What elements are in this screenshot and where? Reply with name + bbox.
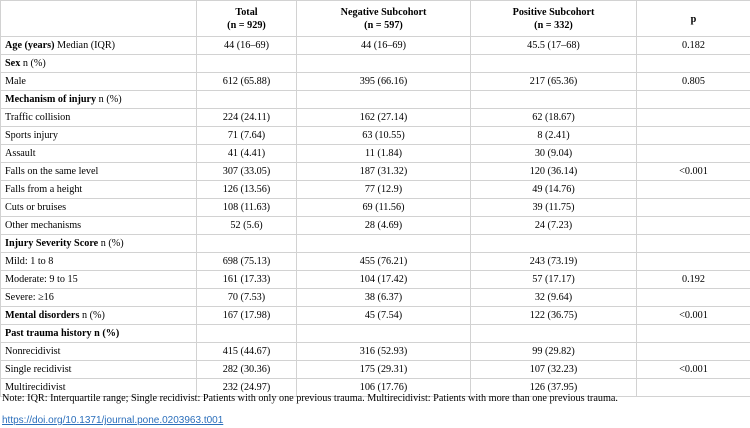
cell-p [637, 145, 750, 163]
row-label: Multirecidivist [1, 379, 197, 397]
cell-total: 282 (30.36) [197, 361, 297, 379]
table-row [1, 289, 750, 307]
cell-negative: 104 (17.42) [297, 271, 471, 289]
row-label: Assault [1, 145, 197, 163]
cell-negative: 106 (17.76) [297, 379, 471, 397]
cell-p [637, 199, 750, 217]
cell-negative: 44 (16–69) [297, 37, 471, 55]
header-positive [471, 1, 637, 37]
table-row [1, 145, 750, 163]
header-total [197, 1, 297, 37]
row-label-rest: n (%) [98, 238, 124, 249]
row-label: Cuts or bruises [1, 199, 197, 217]
cell-positive: 45.5 (17–68) [471, 37, 637, 55]
row-label [1, 235, 197, 253]
table-row [1, 37, 750, 55]
row-label: Other mechanisms [1, 217, 197, 235]
cell-total [197, 91, 297, 109]
row-label: Moderate: 9 to 15 [1, 271, 197, 289]
cell-p [637, 181, 750, 199]
cell-positive: 62 (18.67) [471, 109, 637, 127]
cell-p [637, 289, 750, 307]
cell-positive [471, 325, 637, 343]
table-row [1, 343, 750, 361]
cell-total: 698 (75.13) [197, 253, 297, 271]
cell-p [637, 235, 750, 253]
cell-p [637, 343, 750, 361]
row-label: Mild: 1 to 8 [1, 253, 197, 271]
row-label-rest: Median (IQR) [54, 40, 116, 51]
cell-positive [471, 91, 637, 109]
cell-total: 108 (11.63) [197, 199, 297, 217]
cell-total: 415 (44.67) [197, 343, 297, 361]
header-row [1, 1, 750, 37]
cell-negative: 316 (52.93) [297, 343, 471, 361]
cell-negative: 455 (76.21) [297, 253, 471, 271]
row-label-bold: Injury Severity Score [5, 238, 99, 249]
cell-positive: 30 (9.04) [471, 145, 637, 163]
cell-total: 612 (65.88) [197, 73, 297, 91]
row-label-rest: n (%) [20, 58, 46, 69]
cell-total [197, 325, 297, 343]
table-row [1, 271, 750, 289]
row-label [1, 325, 197, 343]
row-label: Nonrecidivist [1, 343, 197, 361]
row-label [1, 91, 197, 109]
row-label-bold: Mental disorders [5, 310, 80, 321]
row-label: Severe: ≥16 [1, 289, 197, 307]
cell-negative: 28 (4.69) [297, 217, 471, 235]
cell-total: 52 (5.6) [197, 217, 297, 235]
cell-positive: 126 (37.95) [471, 379, 637, 397]
cell-positive: 49 (14.76) [471, 181, 637, 199]
table-row [1, 307, 750, 325]
header-p [637, 1, 750, 37]
header-negative-n: (n = 597) [364, 20, 403, 31]
table-row [1, 253, 750, 271]
cell-total [197, 235, 297, 253]
row-label: Falls on the same level [1, 163, 197, 181]
cell-positive: 8 (2.41) [471, 127, 637, 145]
row-label-bold: Age (years) [5, 40, 55, 51]
table-row [1, 217, 750, 235]
row-label-rest: n (%) [96, 94, 122, 105]
cell-total: 232 (24.97) [197, 379, 297, 397]
cell-p [637, 109, 750, 127]
cell-positive: 32 (9.64) [471, 289, 637, 307]
table-row [1, 361, 750, 379]
cell-negative: 395 (66.16) [297, 73, 471, 91]
row-label-bold: Sex [5, 58, 21, 69]
row-label-bold: Mechanism of injury [5, 94, 97, 105]
cell-total: 71 (7.64) [197, 127, 297, 145]
cell-negative: 175 (29.31) [297, 361, 471, 379]
header-blank [1, 1, 197, 37]
cell-p: 0.182 [637, 37, 750, 55]
doi-link[interactable]: https://doi.org/10.1371/journal.pone.0203963.t001 [2, 415, 224, 426]
table-row [1, 73, 750, 91]
cell-positive [471, 55, 637, 73]
header-positive-title: Positive Subcohort [512, 7, 595, 18]
cell-total [197, 55, 297, 73]
cell-total: 224 (24.11) [197, 109, 297, 127]
cell-negative: 162 (27.14) [297, 109, 471, 127]
header-total-n: (n = 929) [227, 20, 266, 31]
cell-total: 161 (17.33) [197, 271, 297, 289]
cell-positive: 99 (29.82) [471, 343, 637, 361]
table-row [1, 109, 750, 127]
header-p-title: p [690, 13, 697, 25]
cell-negative: 77 (12.9) [297, 181, 471, 199]
cell-negative: 45 (7.54) [297, 307, 471, 325]
cell-positive: 243 (73.19) [471, 253, 637, 271]
row-label: Single recidivist [1, 361, 197, 379]
cell-negative: 69 (11.56) [297, 199, 471, 217]
cell-p: 0.805 [637, 73, 750, 91]
cell-positive: 24 (7.23) [471, 217, 637, 235]
cell-p [637, 325, 750, 343]
cell-total: 44 (16–69) [197, 37, 297, 55]
header-negative [297, 1, 471, 37]
cell-p: <0.001 [637, 163, 750, 181]
table-row [1, 181, 750, 199]
cell-negative [297, 55, 471, 73]
cell-total: 70 (7.53) [197, 289, 297, 307]
row-label: Sports injury [1, 127, 197, 145]
table-row [1, 235, 750, 253]
cell-positive: 122 (36.75) [471, 307, 637, 325]
row-label [1, 55, 197, 73]
cell-total: 126 (13.56) [197, 181, 297, 199]
cell-p [637, 55, 750, 73]
header-total-title: Total [235, 7, 258, 18]
row-label [1, 307, 197, 325]
table-row [1, 163, 750, 181]
header-positive-n: (n = 332) [534, 20, 573, 31]
cell-negative: 187 (31.32) [297, 163, 471, 181]
row-label: Falls from a height [1, 181, 197, 199]
table-row [1, 55, 750, 73]
table-note: Note: IQR: Interquartile range; Single recidivist: Patients with only one previous trauma. Multirecidivist: Patients with more than one previous trauma. [2, 393, 618, 404]
cell-p [637, 217, 750, 235]
cell-p: <0.001 [637, 361, 750, 379]
row-label-rest: n (%) [79, 310, 105, 321]
cell-p [637, 253, 750, 271]
cell-negative: 63 (10.55) [297, 127, 471, 145]
cell-p [637, 91, 750, 109]
header-negative-title: Negative Subcohort [340, 7, 427, 18]
cell-total: 41 (4.41) [197, 145, 297, 163]
cell-positive: 120 (36.14) [471, 163, 637, 181]
cell-negative [297, 235, 471, 253]
table-row [1, 91, 750, 109]
row-label-bold: Past trauma history n (%) [5, 328, 120, 339]
cell-positive: 217 (65.36) [471, 73, 637, 91]
cell-total: 167 (17.98) [197, 307, 297, 325]
cell-positive: 39 (11.75) [471, 199, 637, 217]
row-label: Male [1, 73, 197, 91]
cell-p [637, 127, 750, 145]
cell-positive: 57 (17.17) [471, 271, 637, 289]
row-label [1, 37, 197, 55]
cell-positive: 107 (32.23) [471, 361, 637, 379]
cell-negative [297, 91, 471, 109]
cell-positive [471, 235, 637, 253]
table-row [1, 325, 750, 343]
cell-negative: 38 (6.37) [297, 289, 471, 307]
cell-p: 0.192 [637, 271, 750, 289]
cell-p: <0.001 [637, 307, 750, 325]
table-row [1, 127, 750, 145]
table-row [1, 199, 750, 217]
row-label: Traffic collision [1, 109, 197, 127]
cell-negative [297, 325, 471, 343]
cell-negative: 11 (1.84) [297, 145, 471, 163]
cell-total: 307 (33.05) [197, 163, 297, 181]
